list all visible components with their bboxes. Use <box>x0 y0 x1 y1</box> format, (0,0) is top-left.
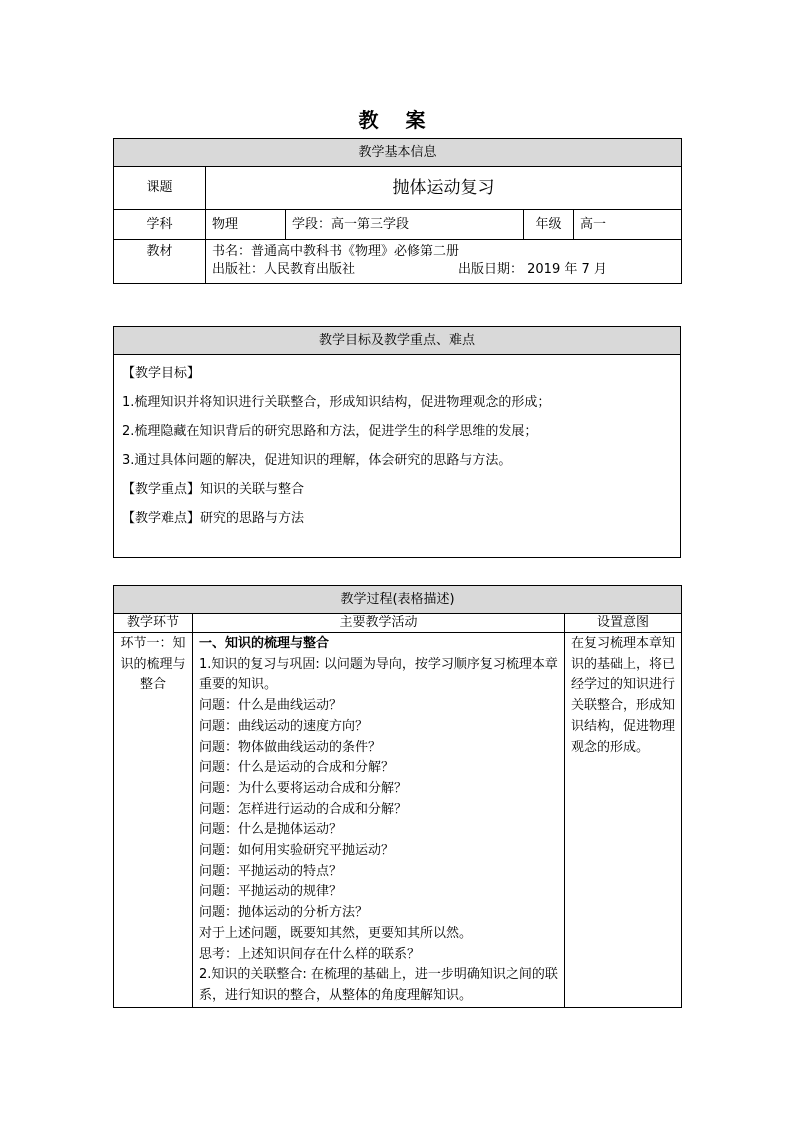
topic-label: 课题 <box>114 167 206 210</box>
key-point: 【教学重点】知识的关联与整合 <box>122 482 305 497</box>
goal-title: 【教学目标】 <box>122 366 201 381</box>
difficulty: 【教学难点】研究的思路与方法 <box>122 511 305 526</box>
textbook-label: 教材 <box>114 240 206 284</box>
basic-info-table <box>113 138 682 284</box>
process-header: 教学过程(表格描述) <box>114 586 682 614</box>
objectives-header: 教学目标及教学重点、难点 <box>114 327 681 355</box>
objectives-table <box>113 326 681 558</box>
publisher-line <box>212 261 675 279</box>
book-line: 书名：普通高中教科书《物理》必修第二册 <box>212 244 460 259</box>
publisher-text: 出版社：人民教育出版社 <box>212 262 356 277</box>
table-row <box>114 633 682 1008</box>
activity-line: 问题：平抛运动的特点？ <box>199 863 343 879</box>
goal-item: 3.通过具体问题的解决，促进知识的理解，体会研究的思路与方法。 <box>122 453 512 468</box>
col-stage-header: 教学环节 <box>114 614 193 633</box>
basic-info-header: 教学基本信息 <box>114 139 682 167</box>
objectives-body <box>114 355 681 558</box>
activity-line: 问题：物体做曲线运动的条件？ <box>199 739 382 755</box>
grade-label: 年级 <box>524 210 574 240</box>
activity-line: 问题：如何用实验研究平抛运动？ <box>199 843 395 859</box>
activity-line: 问题：怎样进行运动的合成和分解？ <box>199 801 408 817</box>
activity-line: 问题：为什么要将运动合成和分解？ <box>199 780 408 796</box>
activity-line: 问题：什么是运动的合成和分解？ <box>199 760 395 776</box>
subject-label: 学科 <box>114 210 206 240</box>
activity-line: 问题：平抛运动的规律？ <box>199 884 343 900</box>
goal-item: 1.梳理知识并将知识进行关联整合，形成知识结构，促进物理观念的形成； <box>122 395 551 410</box>
intent-cell: 在复习梳理本章知识的基础上，将已经学过的知识进行关联整合，形成知识结构，促进物理观念的形成。 <box>565 633 682 1008</box>
activity-cell <box>193 633 565 1008</box>
activity-line: 问题：抛体运动的分析方法？ <box>199 905 369 921</box>
activity-line: 2.知识的关联整合: 在梳理的基础上，进一步明确知识之间的联系，进行知识的整合，从整体的角度理解知识。 <box>199 967 558 1003</box>
process-table <box>113 585 682 1008</box>
grade-value: 高一 <box>574 210 682 240</box>
topic-value: 抛体运动复习 <box>206 167 682 210</box>
section-title: 一、知识的梳理与整合 <box>199 636 330 651</box>
subject-value: 物理 <box>206 210 286 240</box>
goal-item: 2.梳理隐藏在知识背后的研究思路和方法，促进学生的科学思维的发展； <box>122 424 538 439</box>
activity-line: 1.知识的复习与巩固: 以问题为导向，按学习顺序复习梳理本章重要的知识。 <box>199 656 558 693</box>
activity-line: 问题：什么是曲线运动？ <box>199 698 343 714</box>
col-activity-header: 主要教学活动 <box>193 614 565 633</box>
activity-line: 问题：什么是抛体运动？ <box>199 822 343 838</box>
textbook-info <box>206 240 682 284</box>
activity-line: 思考：上述知识间存在什么样的联系？ <box>199 946 421 962</box>
pub-date-text: 出版日期： 2019 年 7 月 <box>458 262 607 277</box>
activity-line: 问题：曲线运动的速度方向？ <box>199 718 369 734</box>
activity-line: 对于上述问题，既要知其然，更要知其所以然。 <box>199 925 473 941</box>
stage-text: 学段：高一第三学段 <box>286 210 524 240</box>
page-title: 教 案 <box>358 108 436 132</box>
col-intent-header: 设置意图 <box>565 614 682 633</box>
stage-cell: 环节一：知识的梳理与整合 <box>114 633 193 1008</box>
